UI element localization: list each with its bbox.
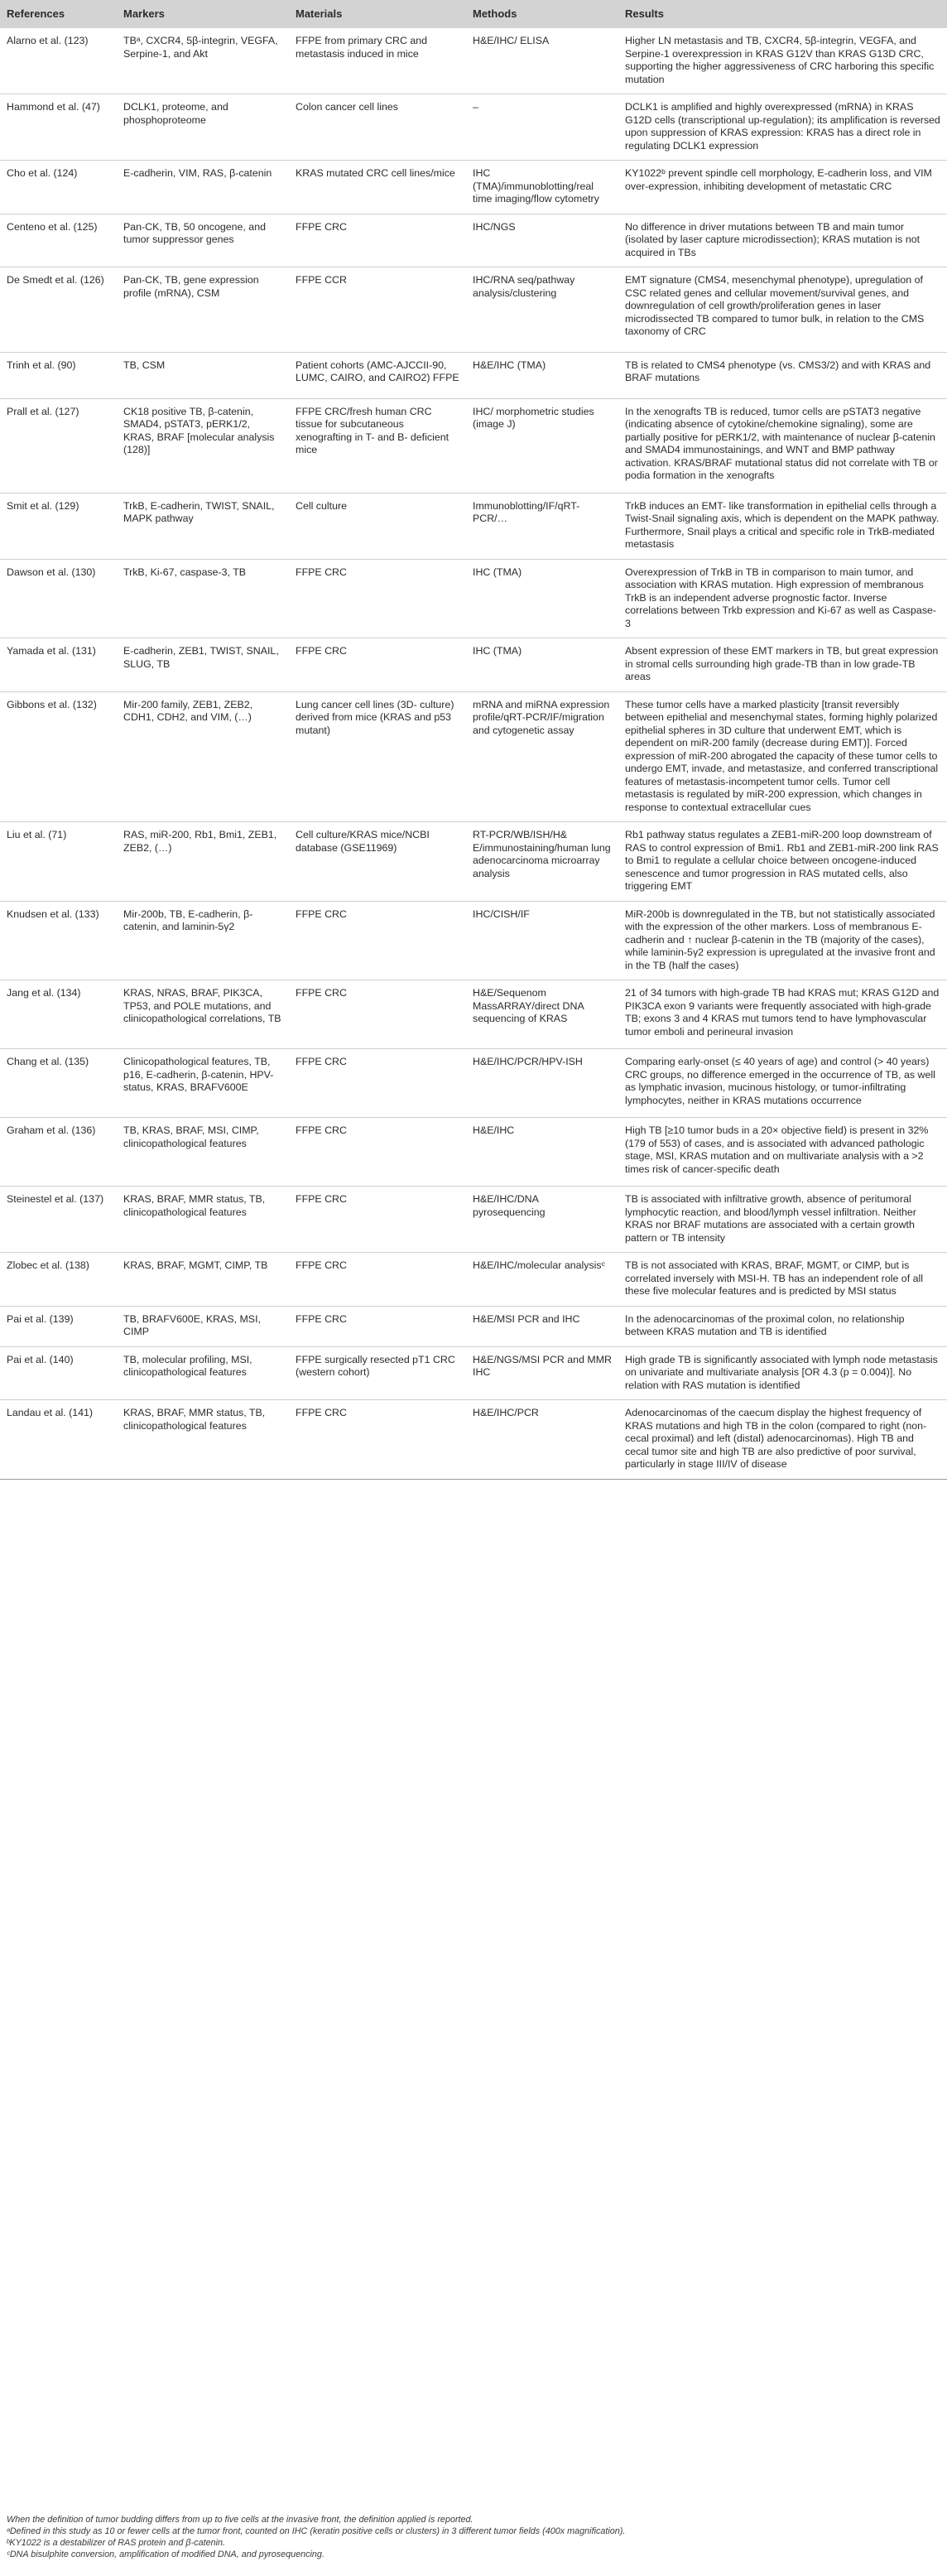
cell-methods: H&E/IHC (TMA): [466, 352, 618, 398]
cell-results: Rb1 pathway status regulates a ZEB1-miR-200 loop downstream of RAS to control expression of Bmi1. Rb1 and ZEB1-miR-200 link RAS to Bmi1 to regulate a cellular choice between oncogene-induced senescence and tumor progression in RAS mutated cells, also triggering EMT: [618, 822, 947, 902]
cell-markers: TrkB, Ki-67, caspase-3, TB: [117, 559, 289, 638]
cell-markers: TB, BRAFV600E, KRAS, MSI, CIMP: [117, 1306, 289, 1346]
cell-markers: DCLK1, proteome, and phosphoproteome: [117, 94, 289, 161]
cell-reference: Graham et al. (136): [0, 1118, 117, 1187]
cell-results: KY1022ᵇ prevent spindle cell morphology, E-cadherin loss, and VIM over-expression, inhibiting development of metastatic CRC: [618, 161, 947, 214]
table-row: [0, 1049, 947, 1118]
cell-materials: Lung cancer cell lines (3D- culture) derived from mice (KRAS and p53 mutant): [289, 691, 466, 822]
cell-methods: Immunoblotting/IF/qRT-PCR/…: [466, 493, 618, 559]
table-row: [0, 1253, 947, 1307]
cell-results: TB is associated with infiltrative growth, absence of peritumoral lymphocytic reaction, and blood/lymph vessel infiltration. Neither KRAS nor BRAF mutations are associated with a certain growth pattern or TB intensity: [618, 1187, 947, 1253]
cell-reference: Landau et al. (141): [0, 1400, 117, 1480]
cell-markers: Pan-CK, TB, gene expression profile (mRNA), CSM: [117, 267, 289, 353]
cell-results: 21 of 34 tumors with high-grade TB had KRAS mut; KRAS G12D and PIK3CA exon 9 variants were frequently associated with high-grade TB; exons 3 and 4 KRAS mut tumors tend to have lymphovascular tumor emboli and perineural invasion: [618, 980, 947, 1049]
cell-markers: RAS, miR-200, Rb1, Bmi1, ZEB1, ZEB2, (…): [117, 822, 289, 902]
table-row: [0, 691, 947, 822]
cell-reference: Smit et al. (129): [0, 493, 117, 559]
cell-reference: Zlobec et al. (138): [0, 1253, 117, 1307]
table-row: [0, 1187, 947, 1253]
cell-methods: H&E/IHC/PCR/HPV-ISH: [466, 1049, 618, 1118]
cell-materials: FFPE CRC: [289, 559, 466, 638]
table-row: [0, 901, 947, 980]
table-row: [0, 214, 947, 267]
table-row: [0, 28, 947, 94]
table-row: [0, 1118, 947, 1187]
cell-methods: mRNA and miRNA expression profile/qRT-PCR/IF/migration and cytogenetic assay: [466, 691, 618, 822]
cell-materials: FFPE CRC: [289, 980, 466, 1049]
cell-methods: RT-PCR/WB/ISH/H& E/immunostaining/human lung adenocarcinoma microarray analysis: [466, 822, 618, 902]
table-row: [0, 559, 947, 638]
cell-methods: IHC/ morphometric studies (image J): [466, 398, 618, 493]
cell-reference: De Smedt et al. (126): [0, 267, 117, 353]
cell-markers: KRAS, BRAF, MGMT, CIMP, TB: [117, 1253, 289, 1307]
cell-methods: IHC (TMA): [466, 559, 618, 638]
cell-markers: E-cadherin, ZEB1, TWIST, SNAIL, SLUG, TB: [117, 638, 289, 692]
cell-results: TB is related to CMS4 phenotype (vs. CMS3/2) and with KRAS and BRAF mutations: [618, 352, 947, 398]
cell-reference: Prall et al. (127): [0, 398, 117, 493]
cell-results: These tumor cells have a marked plasticity [transit reversibly between epithelial and mesenchymal states, forming highly polarized epithelial spheres in 3D culture that underwent EMT, which is dependent on miR-200 family (decrease during EMT)]. Forced expression of miR-200 abrogated the capacity of these tumor cells to undergo EMT, invade, and metastasize, and conferred transcriptional features of metastasis-incompetent tumor cells. Tumor cell metastasis is regulated by miR-200 expression, which changes in response to contextual extracellular cues: [618, 691, 947, 822]
cell-results: Higher LN metastasis and TB, CXCR4, 5β-integrin, VEGFA, and Serpine-1 overexpression in KRAS G12V than KRAS G13D CRC, supporting the higher aggressiveness of CRC harboring this specific mutation: [625, 35, 935, 85]
table-row: [0, 980, 947, 1049]
cell-reference: Gibbons et al. (132): [0, 691, 117, 822]
table-row: [0, 1306, 947, 1346]
cell-materials: FFPE CRC: [289, 638, 466, 692]
cell-reference: Alarno et al. (123): [7, 35, 89, 46]
cell-materials: FFPE CRC/fresh human CRC tissue for subcutaneous xenografting in T- and B- deficient mice: [289, 398, 466, 493]
cell-reference: Liu et al. (71): [0, 822, 117, 902]
cell-markers: TB, CSM: [117, 352, 289, 398]
cell-materials: FFPE CRC: [289, 1306, 466, 1346]
cell-methods: IHC/NGS: [466, 214, 618, 267]
header-row: [0, 0, 947, 28]
cell-results: In the xenografts TB is reduced, tumor cells are pSTAT3 negative (indicating absence of cytokine/chemokine signaling), some are partially positive for pERK1/2, with maintenance of nuclear β-catenin and SMAD4 immunostainings, and WNT and BMP pathway activation. KRAS/BRAF mutational status did not correlate with TB or podia formation in the xenografts: [618, 398, 947, 493]
cell-reference: Trinh et al. (90): [0, 352, 117, 398]
footnotes: [0, 2514, 947, 2560]
cell-materials: Colon cancer cell lines: [289, 94, 466, 161]
table-row: [0, 352, 947, 398]
cell-results: TrkB induces an EMT- like transformation in epithelial cells through a Twist-Snail signaling axis, which is dependent on the MAPK pathway. Furthermore, Snail plays a critical and specific role in TrkB-mediated metastasis: [618, 493, 947, 559]
cell-markers: Mir-200 family, ZEB1, ZEB2, CDH1, CDH2, and VIM, (…): [117, 691, 289, 822]
cell-materials: FFPE CRC: [289, 1049, 466, 1118]
cell-results: High grade TB is significantly associated with lymph node metastasis on univariate and multivariate analysis [OR 4.3 (p = 0.004)]. No relation with RAS mutation is identified: [618, 1346, 947, 1400]
cell-materials: FFPE surgically resected pT1 CRC (western cohort): [289, 1346, 466, 1400]
header-markers: Markers: [117, 0, 289, 28]
cell-methods: H&E/IHC/PCR: [466, 1400, 618, 1480]
cell-markers: KRAS, BRAF, MMR status, TB, clinicopathological features: [117, 1400, 289, 1480]
cell-materials: FFPE CRC: [289, 1187, 466, 1253]
cell-reference: Chang et al. (135): [0, 1049, 117, 1118]
cell-results: EMT signature (CMS4, mesenchymal phenotype), upregulation of CSC related genes and cellular movement/survival genes, and downregulation of cell growth/proliferation genes in laser microdissected TB compared to tumor bulk, in relation to the CMS taxonomy of CRC: [618, 267, 947, 353]
table-row: [0, 161, 947, 214]
table-row: [0, 94, 947, 161]
header-methods: Methods: [466, 0, 618, 28]
table-header: [0, 0, 947, 28]
cell-markers: Clinicopathological features, TB, p16, E-cadherin, β-catenin, HPV-status, KRAS, BRAFV600E: [117, 1049, 289, 1118]
table-body: [0, 28, 947, 1479]
cell-materials: Patient cohorts (AMC-AJCCII-90, LUMC, CAIRO, and CAIRO2) FFPE: [289, 352, 466, 398]
cell-results: Comparing early-onset (≤ 40 years of age) and control (> 40 years) CRC groups, no difference emerged in the occurrence of TB, as well as lymphatic invasion, mucinous histology, or tumor-infiltrating lymphocytes, neither in KRAS mutations occurrence: [618, 1049, 947, 1118]
cell-reference: Dawson et al. (130): [0, 559, 117, 638]
cell-markers: TB, molecular profiling, MSI, clinicopathological features: [117, 1346, 289, 1400]
cell-markers: KRAS, BRAF, MMR status, TB, clinicopathological features: [117, 1187, 289, 1253]
footnote: When the definition of tumor budding differs from up to five cells at the invasive front, the definition applied is reported.: [7, 2515, 474, 2525]
cell-markers: TrkB, E-cadherin, TWIST, SNAIL, MAPK pathway: [117, 493, 289, 559]
cell-materials: FFPE CRC: [289, 1400, 466, 1480]
cell-results: DCLK1 is amplified and highly overexpressed (mRNA) in KRAS G12D cells (transcriptional up-regulation); its amplification is reversed upon suppression of KRAS expression: KRAS has a direct role in regulating DCLK1 expression: [618, 94, 947, 161]
header-materials: Materials: [289, 0, 466, 28]
cell-reference: Knudsen et al. (133): [0, 901, 117, 980]
cell-reference: Pai et al. (140): [0, 1346, 117, 1400]
cell-results: TB is not associated with KRAS, BRAF, MGMT, or CIMP, but is correlated inversely with MSI-H. TB has an independent role of all these five molecular features and is predicted by MSI status: [618, 1253, 947, 1307]
cell-markers: Pan-CK, TB, 50 oncogene, and tumor suppressor genes: [117, 214, 289, 267]
cell-materials: KRAS mutated CRC cell lines/mice: [289, 161, 466, 214]
table-row: [0, 493, 947, 559]
cell-methods: H&E/Sequenom MassARRAY/direct DNA sequencing of KRAS: [466, 980, 618, 1049]
cell-methods: H&E/MSI PCR and IHC: [466, 1306, 618, 1346]
cell-materials: FFPE CRC: [289, 214, 466, 267]
cell-methods: IHC/RNA seq/pathway analysis/clustering: [466, 267, 618, 353]
table-row: [0, 398, 947, 493]
cell-markers: KRAS, NRAS, BRAF, PIK3CA, TP53, and POLE mutations, and clinicopathological correlations, TB: [117, 980, 289, 1049]
cell-results: High TB [≥10 tumor buds in a 20× objective field) is present in 32% (179 of 553) of cases, and is associated with advanced pathologic stage, MSI, KRAS mutation and on multivariate analysis with a >2 times risk of cancer-specific death: [618, 1118, 947, 1187]
cell-methods: –: [466, 94, 618, 161]
table-row: [0, 1346, 947, 1400]
cell-materials: FFPE from primary CRC and metastasis induced in mice: [296, 35, 428, 60]
cell-materials: FFPE CRC: [289, 901, 466, 980]
cell-methods: IHC/CISH/IF: [466, 901, 618, 980]
cell-markers: CK18 positive TB, β-catenin, SMAD4, pSTAT3, pERK1/2, KRAS, BRAF [molecular analysis (128)]: [117, 398, 289, 493]
cell-reference: Cho et al. (124): [0, 161, 117, 214]
cell-results: Overexpression of TrkB in TB in comparison to main tumor, and association with KRAS mutation. High expression of membranous TrkB is an independent adverse prognostic factor. Inverse correlations between Trkb expression and Ki-67 as well as Caspase-3: [618, 559, 947, 638]
header-results: Results: [618, 0, 947, 28]
footnote: ᵃDefined in this study as 10 or fewer cells at the tumor front, counted on IHC (keratin positive cells or clusters) in 3 different tumor fields (400x magnification).: [7, 2526, 626, 2536]
cell-markers: TB, KRAS, BRAF, MSI, CIMP, clinicopathological features: [117, 1118, 289, 1187]
cell-materials: FFPE CRC: [289, 1118, 466, 1187]
table-row: [0, 822, 947, 902]
cell-reference: Yamada et al. (131): [0, 638, 117, 692]
cell-results: No difference in driver mutations between TB and main tumor (isolated by laser capture microdissection); KRAS mutation is not acquired in TBs: [618, 214, 947, 267]
cell-results: MiR-200b is downregulated in the TB, but not statistically associated with the expression of the other markers. Loss of membranous E-cadherin and ↑ nuclear β-catenin in the TB (majority of the cases), while laminin-5γ2 expression is upregulated at the invasive front and in the TB (half the cases): [618, 901, 947, 980]
cell-methods: H&E/IHC: [466, 1118, 618, 1187]
cell-reference: Centeno et al. (125): [0, 214, 117, 267]
table-row: [0, 267, 947, 353]
cell-methods: H&E/IHC/DNA pyrosequencing: [466, 1187, 618, 1253]
cell-results: Absent expression of these EMT markers in TB, but great expression in stromal cells surrounding high grade-TB than in low grade-TB areas: [618, 638, 947, 692]
cell-materials: Cell culture: [289, 493, 466, 559]
cell-materials: Cell culture/KRAS mice/NCBI database (GSE11969): [289, 822, 466, 902]
table-row: [0, 638, 947, 692]
cell-materials: FFPE CCR: [289, 267, 466, 353]
header-references: References: [0, 0, 117, 28]
cell-results: In the adenocarcinomas of the proximal colon, no relationship between KRAS mutation and TB is identified: [618, 1306, 947, 1346]
cell-reference: Pai et al. (139): [0, 1306, 117, 1346]
cell-methods: H&E/NGS/MSI PCR and MMR IHC: [466, 1346, 618, 1400]
cell-methods: IHC (TMA)/immunoblotting/real time imaging/flow cytometry: [466, 161, 618, 214]
cell-methods: H&E/IHC/molecular analysisᶜ: [466, 1253, 618, 1307]
cell-reference: Hammond et al. (47): [0, 94, 117, 161]
cell-reference: Jang et al. (134): [0, 980, 117, 1049]
table-row: [0, 1400, 947, 1480]
footnote: ᶜDNA bisulphite conversion, amplification of modified DNA, and pyrosequencing.: [7, 2550, 324, 2559]
footnote: ᵇKY1022 is a destabilizer of RAS protein and β-catenin.: [7, 2538, 226, 2548]
cell-results: Adenocarcinomas of the caecum display the highest frequency of KRAS mutations and high TB in the colon (compared to right (non-cecal proximal) and left (distal) adenocarcinomas). High TB and cecal tumor site and high TB are also predictive of poor survival, particularly in stage III/IV of disease: [618, 1400, 947, 1480]
cell-markers: Mir-200b, TB, E-cadherin, β-catenin, and laminin-5γ2: [117, 901, 289, 980]
cell-methods: H&E/IHC/ ELISA: [473, 35, 550, 46]
cell-reference: Steinestel et al. (137): [0, 1187, 117, 1253]
cell-markers: E-cadherin, VIM, RAS, β-catenin: [117, 161, 289, 214]
cell-methods: IHC (TMA): [466, 638, 618, 692]
cell-markers: TBᵃ, CXCR4, 5β-integrin, VEGFA, Serpine-1, and Akt: [123, 35, 278, 60]
cell-materials: FFPE CRC: [289, 1253, 466, 1307]
